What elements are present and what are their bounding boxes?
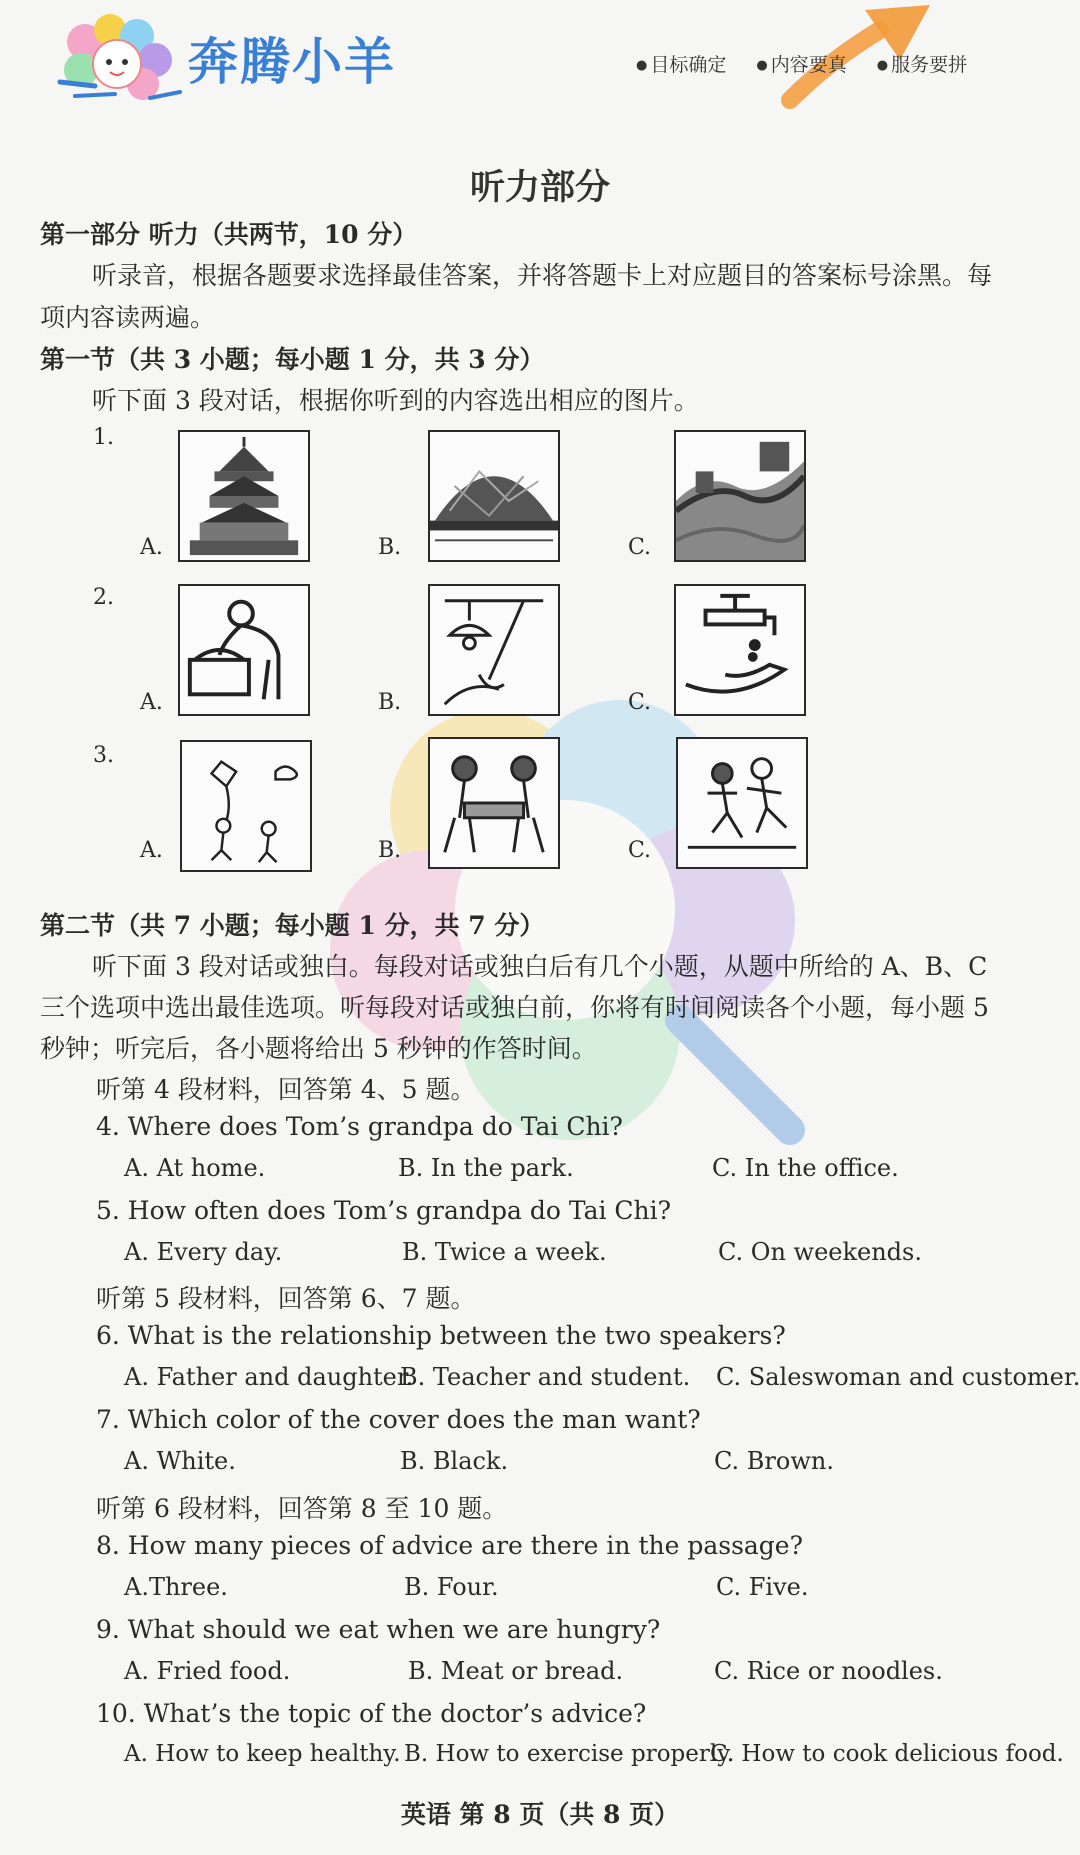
option-c: C. Brown. xyxy=(714,1447,834,1475)
question-text: 5. How often does Tom’s grandpa do Tai Chi? xyxy=(96,1196,672,1225)
instruction-line: 秒钟；听完后，各小题将给出 5 秒钟的作答时间。 xyxy=(40,1034,597,1063)
flying-kite-picture xyxy=(180,740,312,872)
slogan-tag: ● 服务要拼 xyxy=(877,50,967,77)
option-a: A. At home. xyxy=(124,1154,266,1182)
option-b: B. Teacher and student. xyxy=(400,1363,691,1391)
option-a: A. Father and daughter. xyxy=(124,1363,414,1391)
instruction-line: 项内容读两遍。 xyxy=(40,303,216,332)
running-tap-picture xyxy=(674,584,806,716)
sweeping-floor-picture xyxy=(428,584,560,716)
option-b: B. How to exercise properly. xyxy=(404,1741,735,1767)
question-text: 7. Which color of the cover does the man want? xyxy=(96,1405,701,1434)
slogan-tags xyxy=(636,50,967,77)
option-a: A. Fried food. xyxy=(124,1657,291,1685)
option-label: B. xyxy=(378,535,402,560)
option-c: C. On weekends. xyxy=(718,1238,922,1266)
material-intro: 听第 6 段材料，回答第 8 至 10 题。 xyxy=(96,1494,508,1523)
option-c: C. How to cook delicious food. xyxy=(710,1741,1064,1767)
slogan-tag: ● 目标确定 xyxy=(636,50,726,77)
option-label: A. xyxy=(140,535,163,560)
material-intro: 听第 5 段材料，回答第 6、7 题。 xyxy=(96,1284,476,1313)
question-number: 3. xyxy=(93,743,114,768)
instruction-line: 听下面 3 段对话或独白。每段对话或独白后有几个小题，从题中所给的 A、B、C xyxy=(92,952,988,981)
brand-name: 奔腾小羊 xyxy=(188,33,396,91)
question-text: 6. What is the relationship between the two speakers? xyxy=(96,1321,786,1350)
option-a: A. Every day. xyxy=(124,1238,283,1266)
option-b: B. In the park. xyxy=(398,1154,574,1182)
bird-nest-stadium-picture xyxy=(428,430,560,562)
running-race-picture xyxy=(676,737,808,869)
section-heading: 第一节（共 3 小题；每小题 1 分，共 3 分） xyxy=(40,345,545,374)
option-a: A.Three. xyxy=(124,1573,228,1601)
section-heading: 第二节（共 7 小题；每小题 1 分，共 7 分） xyxy=(40,911,545,940)
option-a: A. White. xyxy=(124,1447,236,1475)
question-text: 8. How many pieces of advice are there in the passage? xyxy=(96,1531,804,1560)
option-label: B. xyxy=(378,690,402,715)
sheep-logo-icon xyxy=(55,12,190,112)
material-intro: 听第 4 段材料，回答第 4、5 题。 xyxy=(96,1075,476,1104)
washing-clothes-picture xyxy=(178,584,310,716)
great-wall-picture xyxy=(674,430,806,562)
question-text: 4. Where does Tom’s grandpa do Tai Chi? xyxy=(96,1112,623,1141)
part-heading: 第一部分 听力（共两节，10 分） xyxy=(40,220,418,249)
option-label: B. xyxy=(378,838,402,863)
instruction-line: 听录音，根据各题要求选择最佳答案，并将答题卡上对应题目的答案标号涂黑。每 xyxy=(92,261,993,290)
option-label: A. xyxy=(140,838,163,863)
instruction-line: 听下面 3 段对话，根据你听到的内容选出相应的图片。 xyxy=(92,386,699,415)
question-number: 1. xyxy=(93,425,114,450)
question-text: 10. What’s the topic of the doctor’s advice? xyxy=(96,1699,647,1728)
option-c: C. Rice or noodles. xyxy=(714,1657,943,1685)
option-c: C. In the office. xyxy=(712,1154,899,1182)
option-c: C. Saleswoman and customer. xyxy=(716,1363,1080,1391)
option-c: C. Five. xyxy=(716,1573,809,1601)
question-text: 9. What should we eat when we are hungry? xyxy=(96,1615,661,1644)
slogan-tag: ● 内容要真 xyxy=(756,50,846,77)
question-number: 2. xyxy=(93,585,114,610)
page-footer: 英语 第 8 页（共 8 页） xyxy=(400,1800,680,1829)
option-label: C. xyxy=(628,690,652,715)
option-label: A. xyxy=(140,690,163,715)
option-b: B. Four. xyxy=(404,1573,499,1601)
page-title: 听力部分 xyxy=(469,168,610,208)
option-label: C. xyxy=(628,535,652,560)
temple-of-heaven-picture xyxy=(178,430,310,562)
option-b: B. Black. xyxy=(400,1447,509,1475)
option-b: B. Meat or bread. xyxy=(408,1657,624,1685)
option-a: A. How to keep healthy. xyxy=(124,1741,401,1767)
option-b: B. Twice a week. xyxy=(402,1238,607,1266)
playing-chess-picture xyxy=(428,737,560,869)
instruction-line: 三个选项中选出最佳选项。听每段对话或独白前，你将有时间阅读各个小题，每小题 5 xyxy=(40,993,989,1022)
option-label: C. xyxy=(628,838,652,863)
